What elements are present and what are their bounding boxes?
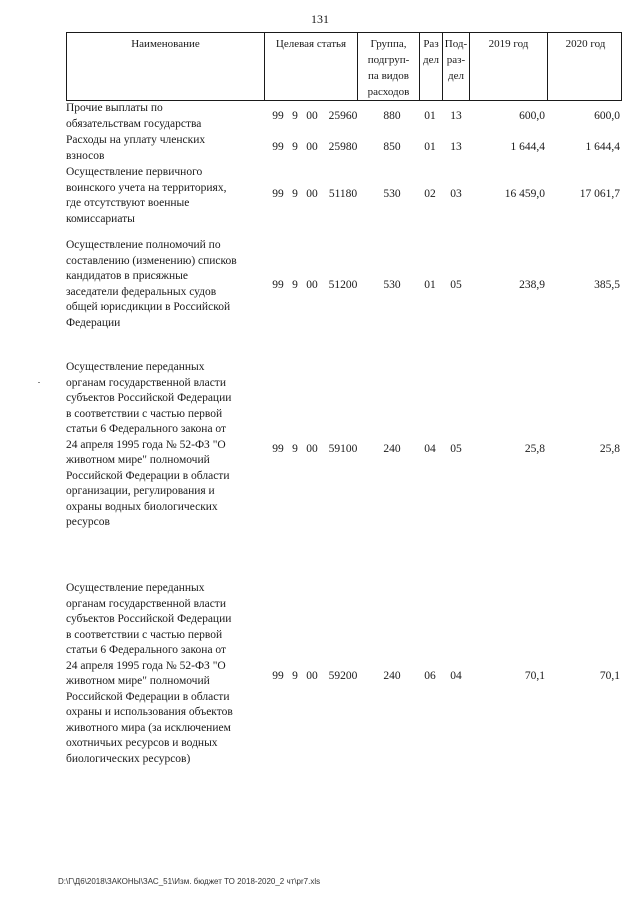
section: 02: [424, 188, 436, 200]
header-subsection: Под- раз- дел: [443, 33, 470, 100]
subsection: 04: [450, 670, 462, 682]
header-group: Группа, подгруп- па видов расходов: [358, 33, 420, 100]
section: 01: [424, 110, 436, 122]
code-direction: 51200: [328, 279, 358, 291]
value-2020: 70,1: [599, 670, 620, 682]
expense-group: 240: [383, 670, 401, 682]
section: 06: [424, 670, 436, 682]
value-2020: 385,5: [594, 279, 620, 291]
code-direction: 59100: [328, 443, 358, 455]
header-section: Раз дел: [420, 33, 443, 100]
code-main-event: 00: [306, 670, 318, 682]
row-name: Прочие выплаты по обязательствам государства: [66, 102, 202, 130]
code-subprogram: 9: [292, 110, 298, 122]
value-2020: 25,8: [599, 443, 620, 455]
value-2019: 16 459,0: [504, 188, 545, 200]
subsection: 05: [450, 279, 462, 291]
row-name: Осуществление переданных органам государственной власти субъектов Российской Федерации в соответствии с частью первой статьи 6 Федерального закона от 24 апреля 1995 года № 52-ФЗ "О животном мире" полномочий Российской Федерации в области охраны и использования объектов животного мира (за исключением охотничьих ресурсов и водных биологических ресурсов): [66, 582, 233, 765]
header-name: Наименование: [67, 33, 265, 100]
value-2020: 17 061,7: [579, 188, 620, 200]
code-main-event: 00: [306, 141, 318, 153]
subsection: 13: [450, 141, 462, 153]
header-2020: 2020 год: [565, 38, 606, 50]
code-main-event: 00: [306, 110, 318, 122]
code-program: 99: [272, 670, 284, 682]
row-name: Осуществление переданных органам государственной власти субъектов Российской Федерации в соответствии с частью первой статьи 6 Федерального закона от 24 апреля 1995 года № 52-ФЗ "О животном мире" полномочий Российской Федерации в области организации, регулирования и охраны водных биологических ресурсов: [66, 361, 232, 528]
section: 04: [424, 443, 436, 455]
value-2020: 600,0: [594, 110, 620, 122]
expense-group: 530: [383, 279, 401, 291]
code-direction: 25980: [328, 141, 358, 153]
code-program: 99: [272, 141, 284, 153]
code-main-event: 00: [306, 188, 318, 200]
value-2019: 238,9: [519, 279, 545, 291]
value-2019: 1 644,4: [510, 141, 545, 153]
code-main-event: 00: [306, 279, 318, 291]
code-subprogram: 9: [292, 141, 298, 153]
code-main-event: 00: [306, 443, 318, 455]
scan-mark: [38, 382, 40, 383]
value-2019: 600,0: [519, 110, 545, 122]
code-subprogram: 9: [292, 443, 298, 455]
header-target: Целевая статья: [265, 33, 358, 100]
file-path-footer: D:\Г\Д6\2018\ЗАКОНЫ\ЗАС_51\Изм. бюджет ТО 2018-2020_2 чт\pr7.xls: [58, 877, 321, 886]
code-subprogram: 9: [292, 670, 298, 682]
value-2019: 25,8: [524, 443, 545, 455]
expense-group: 880: [383, 110, 401, 122]
value-2020: 1 644,4: [585, 141, 620, 153]
subsection: 05: [450, 443, 462, 455]
page-number: 131: [311, 12, 329, 26]
row-name: Осуществление первичного воинского учета на территориях, где отсутствуют военные комиссариаты: [66, 166, 227, 225]
code-program: 99: [272, 279, 284, 291]
expense-group: 240: [383, 443, 401, 455]
code-subprogram: 9: [292, 279, 298, 291]
row-name: Осуществление полномочий по составлению (изменению) списков кандидатов в присяжные заседатели федеральных судов общей юрисдикции в Российской Федерации: [66, 239, 237, 329]
code-direction: 59200: [328, 670, 358, 682]
section: 01: [424, 141, 436, 153]
value-2019: 70,1: [524, 670, 545, 682]
code-program: 99: [272, 443, 284, 455]
code-program: 99: [272, 188, 284, 200]
row-name: Расходы на уплату членских взносов: [66, 134, 206, 162]
expense-group: 850: [383, 141, 401, 153]
header-2019: 2019 год: [470, 33, 548, 100]
table-header: [66, 32, 622, 101]
subsection: 13: [450, 110, 462, 122]
code-subprogram: 9: [292, 188, 298, 200]
section: 01: [424, 279, 436, 291]
code-direction: 51180: [328, 188, 358, 200]
expense-group: 530: [383, 188, 401, 200]
code-direction: 25960: [328, 110, 358, 122]
subsection: 03: [450, 188, 462, 200]
code-program: 99: [272, 110, 284, 122]
